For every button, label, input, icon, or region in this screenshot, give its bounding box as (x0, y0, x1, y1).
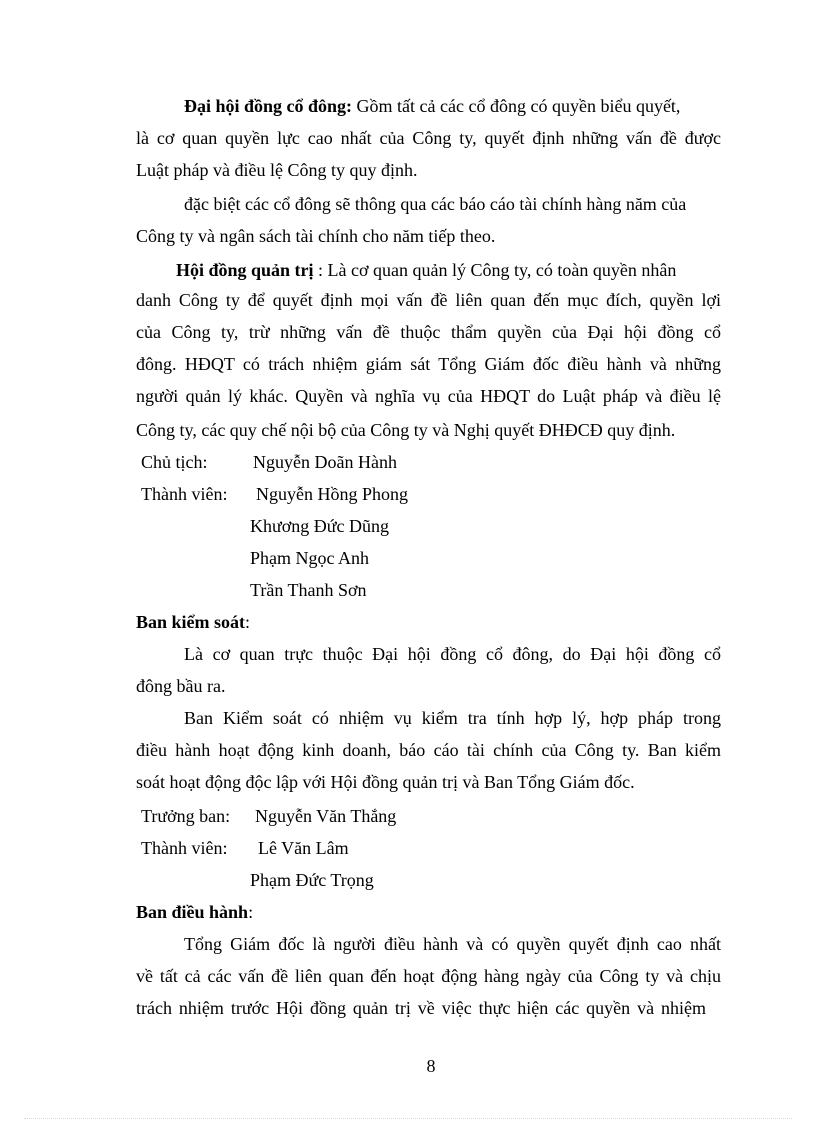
p3-line-1-text: : Là cơ quan quản lý Công ty, có toàn quyền nhân (313, 260, 677, 280)
supervisory-p2-line-3: soát hoạt động độc lập với Hội đồng quản trị và Ban Tổng Giám đốc. (136, 772, 635, 792)
p1-line-3: Luật pháp và điều lệ Công ty quy định. (136, 160, 418, 180)
board-heading: Hội đồng quản trị (176, 260, 314, 280)
supervisory-head-label: Trưởng ban: (141, 806, 231, 826)
board-members-label: Thành viên: (141, 484, 228, 504)
page-number: 8 (426, 1056, 436, 1076)
board-member: Nguyễn Hồng Phong (256, 484, 408, 504)
supervisory-p2-line-2: điều hành hoạt động kinh doanh, báo cáo tài chính của Công ty. Ban kiểm (136, 740, 721, 760)
p2-line-2: Công ty và ngân sách tài chính cho năm tiếp theo. (136, 226, 496, 246)
board-member: Trần Thanh Sơn (250, 580, 367, 600)
p3-line-2: danh Công ty để quyết định mọi vấn đề liên quan đến mục đích, quyền lợi (136, 290, 721, 310)
supervisory-p2-line-1: Ban Kiểm soát có nhiệm vụ kiểm tra tính hợp lý, hợp pháp trong (184, 708, 721, 728)
general-meeting-heading: Đại hội đồng cổ đông: (184, 96, 353, 116)
p3-line-5: người quản lý khác. Quyền và nghĩa vụ của HĐQT do Luật pháp và điều lệ (136, 386, 721, 406)
chair-name: Nguyễn Doãn Hành (253, 452, 397, 472)
page-edge-divider (24, 1118, 792, 1119)
supervisory-p1-line-2: đông bầu ra. (136, 676, 226, 696)
executive-line-1: Tổng Giám đốc là người điều hành và có quyền quyết định cao nhất (184, 934, 721, 954)
supervisory-heading: Ban kiểm soát (136, 612, 246, 632)
executive-heading-line (136, 900, 253, 924)
p1-line-1 (184, 94, 680, 118)
chair-label: Chủ tịch: (141, 452, 208, 472)
supervisory-member: Lê Văn Lâm (258, 838, 349, 858)
board-member: Phạm Ngọc Anh (250, 548, 369, 568)
supervisory-p1-line-1: Là cơ quan trực thuộc Đại hội đồng cổ đông, do Đại hội đồng cổ (184, 644, 721, 664)
supervisory-head-name: Nguyễn Văn Thắng (255, 806, 397, 826)
p2-line-1: đặc biệt các cổ đông sẽ thông qua các báo cáo tài chính hàng năm của (184, 194, 687, 214)
p1-line-1-text: Gồm tất cả các cổ đông có quyền biểu quyết, (352, 96, 681, 116)
executive-heading-suffix: : (248, 902, 254, 922)
supervisory-member: Phạm Đức Trọng (250, 870, 374, 890)
p3-line-3: của Công ty, trừ những vấn đề thuộc thẩm quyền của Đại hội đồng cổ (136, 322, 721, 342)
p1-line-2: là cơ quan quyền lực cao nhất của Công ty, quyết định những vấn đề được (136, 128, 721, 148)
p3-line-1 (176, 258, 676, 282)
supervisory-heading-suffix: : (245, 612, 251, 632)
supervisory-heading-line (136, 610, 250, 634)
p3-line-4: đông. HĐQT có trách nhiệm giám sát Tổng Giám đốc điều hành và những (136, 354, 721, 374)
executive-line-3: trách nhiệm trước Hội đồng quản trị về việc thực hiện các quyền và nhiệm (136, 998, 706, 1018)
supervisory-members-label: Thành viên: (141, 838, 228, 858)
executive-line-2: về tất cả các vấn đề liên quan đến hoạt động hàng ngày của Công ty và chịu (136, 966, 721, 986)
executive-heading: Ban điều hành (136, 902, 249, 922)
board-member: Khương Đức Dũng (250, 516, 390, 536)
p3-line-6: Công ty, các quy chế nội bộ của Công ty và Nghị quyết ĐHĐCĐ quy định. (136, 420, 676, 440)
